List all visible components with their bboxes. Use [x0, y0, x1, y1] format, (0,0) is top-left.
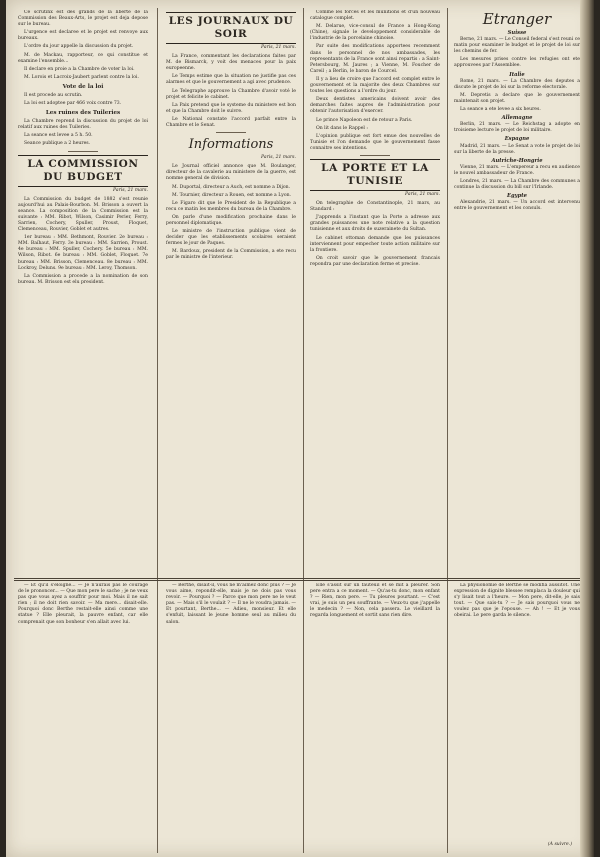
column-parliament	[18, 10, 148, 576]
paragraph: Berne, 21 mars. — Le Conseil federal s'est reuni ce matin pour examiner le budget et le projet de loi sur les chemins de fer.	[454, 37, 580, 55]
paragraph: Madrid, 21 mars. — Le Senat a vote le projet de loi sur la liberte de la presse.	[454, 143, 580, 155]
paragraph: Il y a lieu de croire que l'accord est complet entre le gouvernement et la majorite des deux Chambres sur toutes les questions a l'ordre du jour.	[310, 76, 440, 95]
paragraph: La Chambre reprend la discussion du projet de loi relatif aux ruines des Tuileries.	[18, 119, 148, 131]
paragraph: On croit savoir que le gouvernement francais repondra par une declaration ferme et precise.	[310, 255, 440, 267]
page-binding-edge	[580, 0, 594, 857]
paragraph: L'urgence est declaree et le projet est renvoye aux bureaux.	[18, 30, 148, 42]
tuileries-heading: Les ruines des Tuileries	[45, 110, 121, 117]
column-foreign	[454, 10, 580, 576]
paragraph: Le Telegraphe approuve la Chambre d'avoir voté le projet et felicite le cabinet.	[166, 88, 296, 100]
column-rule	[157, 8, 158, 853]
paragraph: La France, commentant les declarations faites par M. de Bismarck, y voit des menaces pour la paix europeenne.	[166, 54, 296, 72]
paragraph: M. Depretis a declare que le gouvernement maintenait son projet.	[454, 92, 580, 104]
paragraph: La seance a ete levee a six heures.	[460, 107, 541, 113]
feuilleton-column	[310, 583, 440, 853]
column-rule	[447, 8, 448, 853]
column-rule	[303, 8, 304, 853]
paragraph: Vienne, 21 mars. — L'empereur a recu en audience le nouvel ambassadeur de France.	[454, 164, 580, 176]
paragraph: M. Duportal, directeur a Auch, est nomme a Dijon.	[172, 184, 291, 190]
paragraph: M. Lorois et Lacroix-Jaubert parlent contre la loi.	[24, 74, 139, 80]
paragraph: On parle d'une modification prochaine dans le personnel diplomatique.	[166, 214, 296, 226]
paragraph: Par suite des modifications apportees recemment dans le personnel de nos ambassades, les representants de la France sont ainsi repartis : a Saint-Petersbourg, M. Jaures ; a Vienne, M. Foucher de Careil ; a Berlin, le baron de Courcel.	[310, 44, 440, 74]
country-heading: Autriche-Hongrie	[491, 157, 543, 164]
paragraph: La physionomie de Berthe se modifia aussitot. Une expression de dignite blessee remplaca la douleur qui s'y lisait tout a l'heure. — Mon pere, dit-elle, je sais tout. — Que sais-tu ? — Je sais pourquoi vous ne voulez pas que je l'epouse. — Ah ! — Et je vous obeirai. Le pere garda le silence.	[454, 583, 580, 619]
divider	[68, 151, 98, 152]
newspaper-page	[6, 0, 594, 857]
feuilleton-column	[18, 583, 148, 853]
vote-heading: Vote de la loi	[62, 83, 104, 90]
country-heading: Suisse	[507, 30, 527, 36]
country-heading: Espagne	[504, 136, 530, 143]
informations-heading: Informations	[188, 137, 274, 153]
tunisie-headline: LA PORTE ET LA TUNISIE	[310, 159, 440, 191]
paragraph: Londres, 21 mars. — La Chambre des communes a continue la discussion du bill sur l'Irlande.	[454, 178, 580, 191]
journaux-headline: LES JOURNAUX DU SOIR	[166, 12, 296, 44]
paragraph: Le National constate l'accord parfait entre la Chambre et le Senat.	[166, 116, 296, 129]
paragraph: Il declare en proie a la Chambre de voter la loi.	[24, 66, 135, 72]
paragraph: Le prince Napoleon est de retour a Paris.	[316, 117, 413, 123]
paragraph: La loi est adoptee par 466 voix contre 73.	[24, 101, 122, 107]
paragraph: M. Delarue, vice-consul de France a Hong-Kong (Chine), signale le developpement considerable de l'industrie de la porcelaine chinoise.	[310, 24, 440, 42]
divider	[360, 155, 390, 156]
paragraph: On telegraphie de Constantinople, 21 mars, au Standard :	[310, 201, 440, 213]
paragraph: Berlin, 21 mars. — Le Reichstag a adopte en troisieme lecture le projet de loi militaire.	[454, 122, 580, 134]
paragraph: Elle s'assit sur un fauteuil et se mit a pleurer. Son pere entra a ce moment. — Qu'as-tu donc, mon enfant ? — Rien, mon pere. — Tu pleures pourtant. — C'est vrai, je suis un peu souffrante. — Veux-tu que j'appelle le medecin ? — Non, cela passera. Le vieillard la regarda longuement et sortit sans rien dire.	[310, 583, 440, 619]
etranger-heading: Etranger	[482, 10, 552, 28]
feuilleton-rule	[14, 578, 580, 579]
feuilleton-rule	[14, 580, 580, 581]
paragraph: On lit dans le Rappel :	[316, 125, 368, 131]
dateline: Paris, 21 mars.	[113, 187, 148, 193]
feuilleton-column	[454, 583, 580, 853]
paragraph: Le ministre de l'instruction publique vient de decider que les etablissements scolaires seraient fermes le jour de Paques.	[166, 229, 296, 247]
paragraph: Il est procede au scrutin.	[24, 92, 83, 98]
paragraph: M. de Mackau, rapporteur, ce qui constitue et examine l'ensemble...	[18, 52, 148, 64]
dateline: Paris, 21 mars.	[405, 191, 440, 197]
paragraph: Le cabinet ottoman demande que les puissances interviennent pour empecher toute action militaire sur la frontiere.	[310, 235, 440, 253]
paragraph: 1er bureau : MM. Bethmont, Rouvier. 2e bureau : MM. Baïhaut, Ferry. 3e bureau : MM. Sarrien, Proust. 4e bureau : MM. Spuller, Cochery. 5e bureau : MM. Wilson, Ribot. 6e bureau : MM. Goblet, Floquet. 7e bureau : MM. Brisson, Clemenceau. 8e bureau : MM. Lockroy, Deluns. 9e bureau : MM. Leroy, Thomson.	[18, 235, 148, 271]
country-heading: Allemagne	[501, 115, 533, 122]
paragraph: Rome, 21 mars. — La Chambre des deputes a discute le projet de loi sur la reforme electorale.	[454, 78, 580, 90]
feuilleton-column	[166, 583, 296, 853]
commission-headline: LA COMMISSION DU BUDGET	[18, 155, 148, 187]
paragraph: Les mesures prises contre les refugies ont ete approuvees par l'Assemblee.	[454, 57, 580, 69]
paragraph: La Commission du budget de 1882 s'est reunie aujourd'hui au Palais-Bourbon. M. Brisson a ouvert la seance. La composition de la Commission est la suivante : MM. Ribot, Wilson, Casimir Perier, Ferry, Sarrien, Cochery, Spuller, Proust, Floquet, Clemenceau, Rouvier, Goblet et autres.	[18, 196, 148, 233]
paragraph: Alexandrie, 21 mars. — Un accord est intervenu entre le gouvernement et les consuls.	[454, 200, 580, 212]
a-suivre-note: (A suivre.)	[547, 842, 572, 847]
paragraph: La Commission a procede a la nomination de son bureau. M. Brisson est elu president.	[18, 273, 148, 285]
paragraph: — Et qu'il s'eloigne... — Je n'aurais pas le courage de le prononcer... — Que mon pere le sache ; je ne veux pas que vous ayez a souffrir pour moi. Mais il ne sait rien ; il ne doit rien savoir. — Ma mere... disait-elle. Pourquoi donc Berthe restait-elle ainsi comme une statue ? Elle pleurait, la pauvre enfant, car elle comprenait que son bonheur s'en allait avec lui.	[18, 583, 148, 625]
paragraph: La seance est levee a 5 h. 50.	[24, 133, 93, 139]
column-news	[310, 10, 440, 576]
dateline: Paris, 21 mars.	[261, 155, 296, 161]
paragraph: J'apprends a l'instant que la Porte a adresse aux grandes puissances une note relative a la question tunisienne et aux droits de suzerainete du Sultan.	[310, 215, 440, 233]
paragraph: Deux dentistes americains doivent avoir des demarches faites aupres de l'administration pour obtenir l'autorisation d'exercer.	[310, 97, 440, 115]
paragraph: M. Tournier, directeur a Rouen, est nomme a Lyon.	[172, 192, 292, 198]
divider	[216, 132, 246, 133]
paragraph: — Berthe, disait-il, vous ne m'aimez donc plus ? — Je vous aime, repondit-elle, mais je ne dois pas vous revoir. — Pourquoi ? — Parce que mon pere ne le veut pas. — Mais s'il le voulait ? — Il ne le voudra jamais. — Et pourtant, Berthe... — Adieu, monsieur. Et elle s'enfuit, laissant le jeune homme seul au milieu du salon.	[166, 583, 296, 625]
dateline: Paris, 21 mars.	[261, 45, 296, 50]
paragraph: Comme les forces et les munitions et d'un nouveau catalogue complet.	[310, 10, 440, 22]
paragraph: L'opinion publique est fort emue des nouvelles de Tunisie et l'on demande que le gouvernement fasse connaitre ses intentions.	[310, 133, 440, 151]
paragraph: L'ordre du jour appelle la discussion du projet.	[24, 44, 134, 50]
country-heading: Italie	[509, 71, 525, 78]
column-evening-papers	[166, 10, 296, 576]
paragraph: Le Figaro dit que le President de la Republique a recu ce matin les membres du bureau de la Chambre.	[166, 200, 296, 212]
paragraph: Seance publique a 2 heures.	[24, 141, 91, 147]
paragraph: La Paix pretend que le systeme du ministere est bon et que la Chambre doit le suivre.	[166, 102, 296, 114]
country-heading: Egypte	[507, 193, 527, 200]
paragraph: M. Bardoux, president de la Commission, a ete recu par le ministre de l'interieur.	[166, 249, 296, 261]
paragraph: Le Journal officiel annonce que M. Boulanger, directeur de la cavalerie au ministere de la guerre, est nomme general de division.	[166, 164, 296, 182]
paragraph: Le Temps estime que la situation ne justifie pas ces alarmes et que le gouvernement a agi avec prudence.	[166, 74, 296, 86]
paragraph: Ce scrutinx est des grands de la liberte de la Commission des Beaux-Arts, le projet est deja depose sur le bureau.	[18, 10, 148, 28]
